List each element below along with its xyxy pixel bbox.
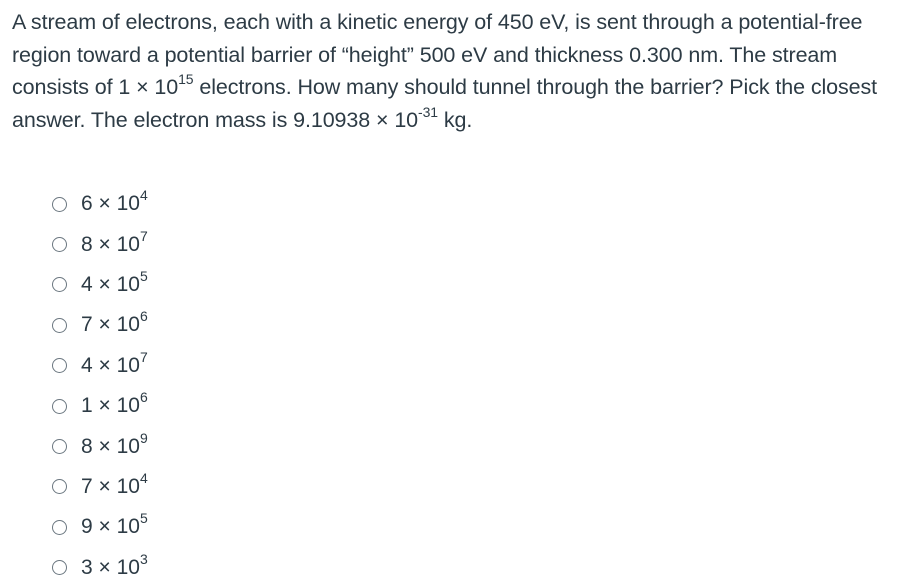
radio-button-icon[interactable] — [52, 520, 67, 535]
answer-exponent: 9 — [139, 429, 148, 446]
radio-button-icon[interactable] — [52, 439, 67, 454]
answer-label — [81, 429, 148, 459]
answer-exponent: 3 — [139, 550, 148, 567]
answer-exponent: 5 — [139, 267, 148, 284]
answer-exponent: 7 — [139, 227, 148, 244]
answer-option-3[interactable] — [52, 265, 148, 305]
answer-mantissa: 8 × 10 — [81, 434, 140, 458]
answer-label — [81, 187, 148, 216]
question-part-1: A stream of electrons, each with a kinetic energy of 450 eV, is sent through a potential-free region toward a potential barrier of “height” 500 eV and thickness 0.300 nm. The stream consists of 1 × 10 — [12, 10, 863, 100]
answer-mantissa: 7 × 10 — [81, 474, 140, 498]
answer-option-9[interactable] — [52, 507, 148, 547]
answer-exponent: 6 — [139, 308, 148, 325]
answer-option-10[interactable] — [52, 548, 148, 588]
radio-button-icon[interactable] — [52, 277, 67, 292]
answer-exponent: 4 — [139, 187, 148, 204]
answer-option-5[interactable] — [52, 346, 148, 386]
answer-label — [81, 267, 148, 297]
answer-label — [81, 348, 148, 378]
answer-option-7[interactable] — [52, 426, 148, 466]
radio-button-icon[interactable] — [52, 560, 67, 575]
radio-button-icon[interactable] — [52, 399, 67, 414]
radio-button-icon[interactable] — [52, 237, 67, 252]
answer-mantissa: 6 × 10 — [81, 192, 140, 216]
question-text — [12, 6, 902, 137]
answer-mantissa: 9 × 10 — [81, 515, 140, 539]
answer-label — [81, 227, 148, 257]
answer-option-2[interactable] — [52, 224, 148, 264]
answer-label — [81, 308, 148, 337]
question-part-3: kg. — [437, 108, 473, 133]
radio-button-icon[interactable] — [52, 318, 67, 333]
question-part-2: electrons. How many should tunnel through the barrier? Pick the closest answer. The electron mass is 9.10938 × 10 — [12, 75, 878, 133]
answer-mantissa: 3 × 10 — [81, 555, 140, 579]
answer-exponent: 5 — [139, 510, 148, 527]
answer-exponent: 7 — [139, 348, 148, 365]
answer-exponent: 4 — [139, 469, 148, 486]
question-exponent-2: -31 — [418, 103, 438, 120]
answer-label — [81, 550, 148, 580]
answer-mantissa: 8 × 10 — [81, 232, 140, 256]
question-exponent-1: 15 — [178, 71, 194, 88]
answer-label — [81, 469, 148, 499]
answer-exponent: 6 — [139, 389, 148, 406]
answer-option-1[interactable] — [52, 184, 148, 224]
answer-label — [81, 510, 148, 539]
answer-option-8[interactable] — [52, 467, 148, 507]
answer-option-4[interactable] — [52, 305, 148, 345]
answer-label — [81, 389, 148, 418]
answer-mantissa: 4 × 10 — [81, 353, 140, 377]
radio-button-icon[interactable] — [52, 479, 67, 494]
answer-mantissa: 4 × 10 — [81, 272, 140, 296]
radio-button-icon[interactable] — [52, 358, 67, 373]
answer-mantissa: 7 × 10 — [81, 313, 140, 337]
answer-mantissa: 1 × 10 — [81, 394, 140, 418]
radio-button-icon[interactable] — [52, 197, 67, 212]
answer-option-6[interactable] — [52, 386, 148, 426]
answer-list — [52, 184, 148, 588]
